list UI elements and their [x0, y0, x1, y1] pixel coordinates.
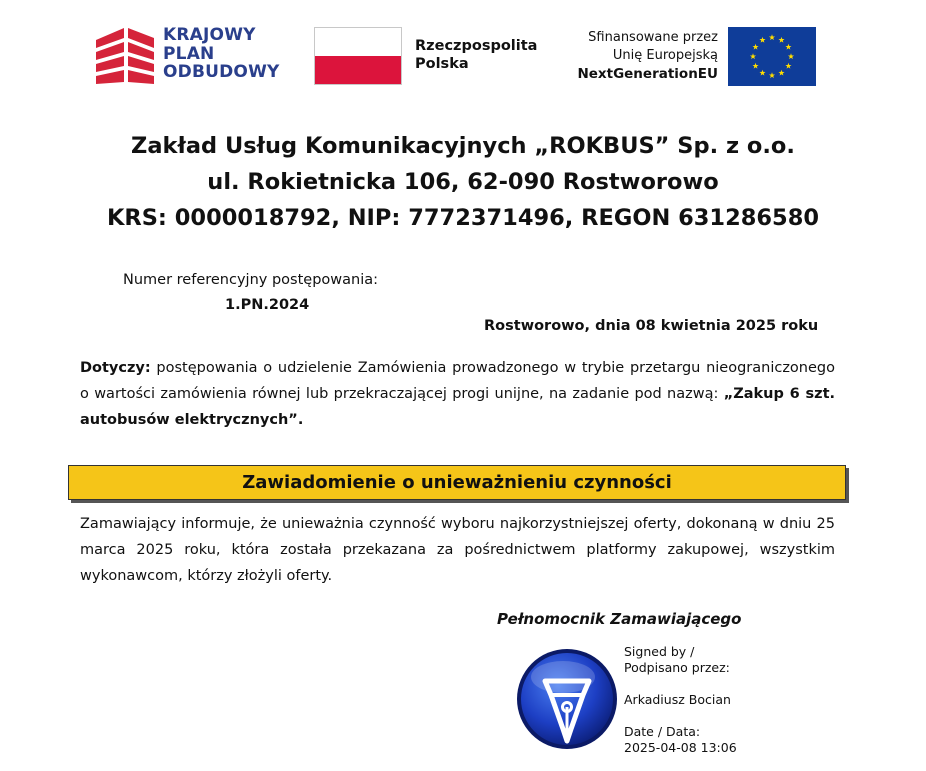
pen-nib-seal-icon — [515, 647, 619, 751]
task-name: „Zakup 6 szt. autobusów elektrycznych” — [80, 386, 836, 428]
company-name: Zakład Usług Komunikacyjnych „ROKBUS” Sp. z o.o. — [131, 133, 795, 159]
concerns-label: Dotyczy: — [80, 360, 151, 376]
date-label: Date / Data: — [624, 724, 701, 739]
kpo-line-1: KRAJOWY — [163, 25, 256, 45]
signature-date-block — [624, 724, 737, 756]
eu-funding-label — [560, 29, 718, 83]
company-header — [0, 128, 926, 236]
signed-by-label-1: Signed by / — [624, 644, 695, 659]
notice-title-bar — [68, 465, 846, 500]
notice-title: Zawiadomienie o unieważnieniu czynności — [242, 472, 672, 493]
signatory-role: Pełnomocnik Zamawiającego — [497, 610, 742, 628]
notice-body: Zamawiający informuje, że unieważnia czynność wyboru najkorzystniejszej oferty, dokonaną w dniu 25 marca 2025 roku, która została przekazana za pośrednictwem platformy zakupowej, wszystkim wykonawcom, którzy złożyli oferty. — [80, 516, 835, 584]
place-date: Rostworowo, dnia 08 kwietnia 2025 roku — [484, 318, 819, 334]
company-address: ul. Rokietnicka 106, 62-090 Rostworowo — [207, 169, 719, 195]
poland-line-2: Polska — [415, 56, 469, 72]
concerns-text: postępowania o udzielenie Zamówienia prowadzonego w trybie przetargu nieograniczonego o wartości zamówienia równej lub przekraczającej progi unijne, na zadanie pod nazwą: — [80, 360, 835, 402]
signed-by-label-2: Podpisano przez: — [624, 660, 730, 675]
eu-line-2: Unię Europejską — [612, 48, 718, 63]
polish-flag-icon — [314, 27, 402, 85]
eu-program: NextGenerationEU — [577, 66, 718, 82]
kpo-logo-icon — [96, 26, 156, 84]
signature-date: 2025-04-08 13:06 — [624, 740, 737, 755]
company-registry: KRS: 0000018792, NIP: 7772371496, REGON 631286580 — [106, 205, 820, 231]
reference-number: 1.PN.2024 — [225, 297, 310, 313]
kpo-line-2: PLAN — [163, 43, 215, 64]
signer-name: Arkadiusz Bocian — [624, 692, 731, 707]
concerns-end: . — [297, 412, 304, 428]
eu-flag-icon — [728, 27, 816, 86]
signed-by-label — [624, 644, 730, 676]
eu-line-1: Sfinansowane przez — [588, 30, 718, 45]
reference-label: Numer referencyjny postępowania: — [123, 272, 379, 288]
kpo-line-3: ODBUDOWY — [163, 62, 280, 82]
poland-line-1: Rzeczpospolita — [415, 38, 538, 54]
kpo-logo-text — [163, 26, 280, 82]
poland-label — [415, 37, 537, 73]
concerns-paragraph — [80, 355, 835, 433]
